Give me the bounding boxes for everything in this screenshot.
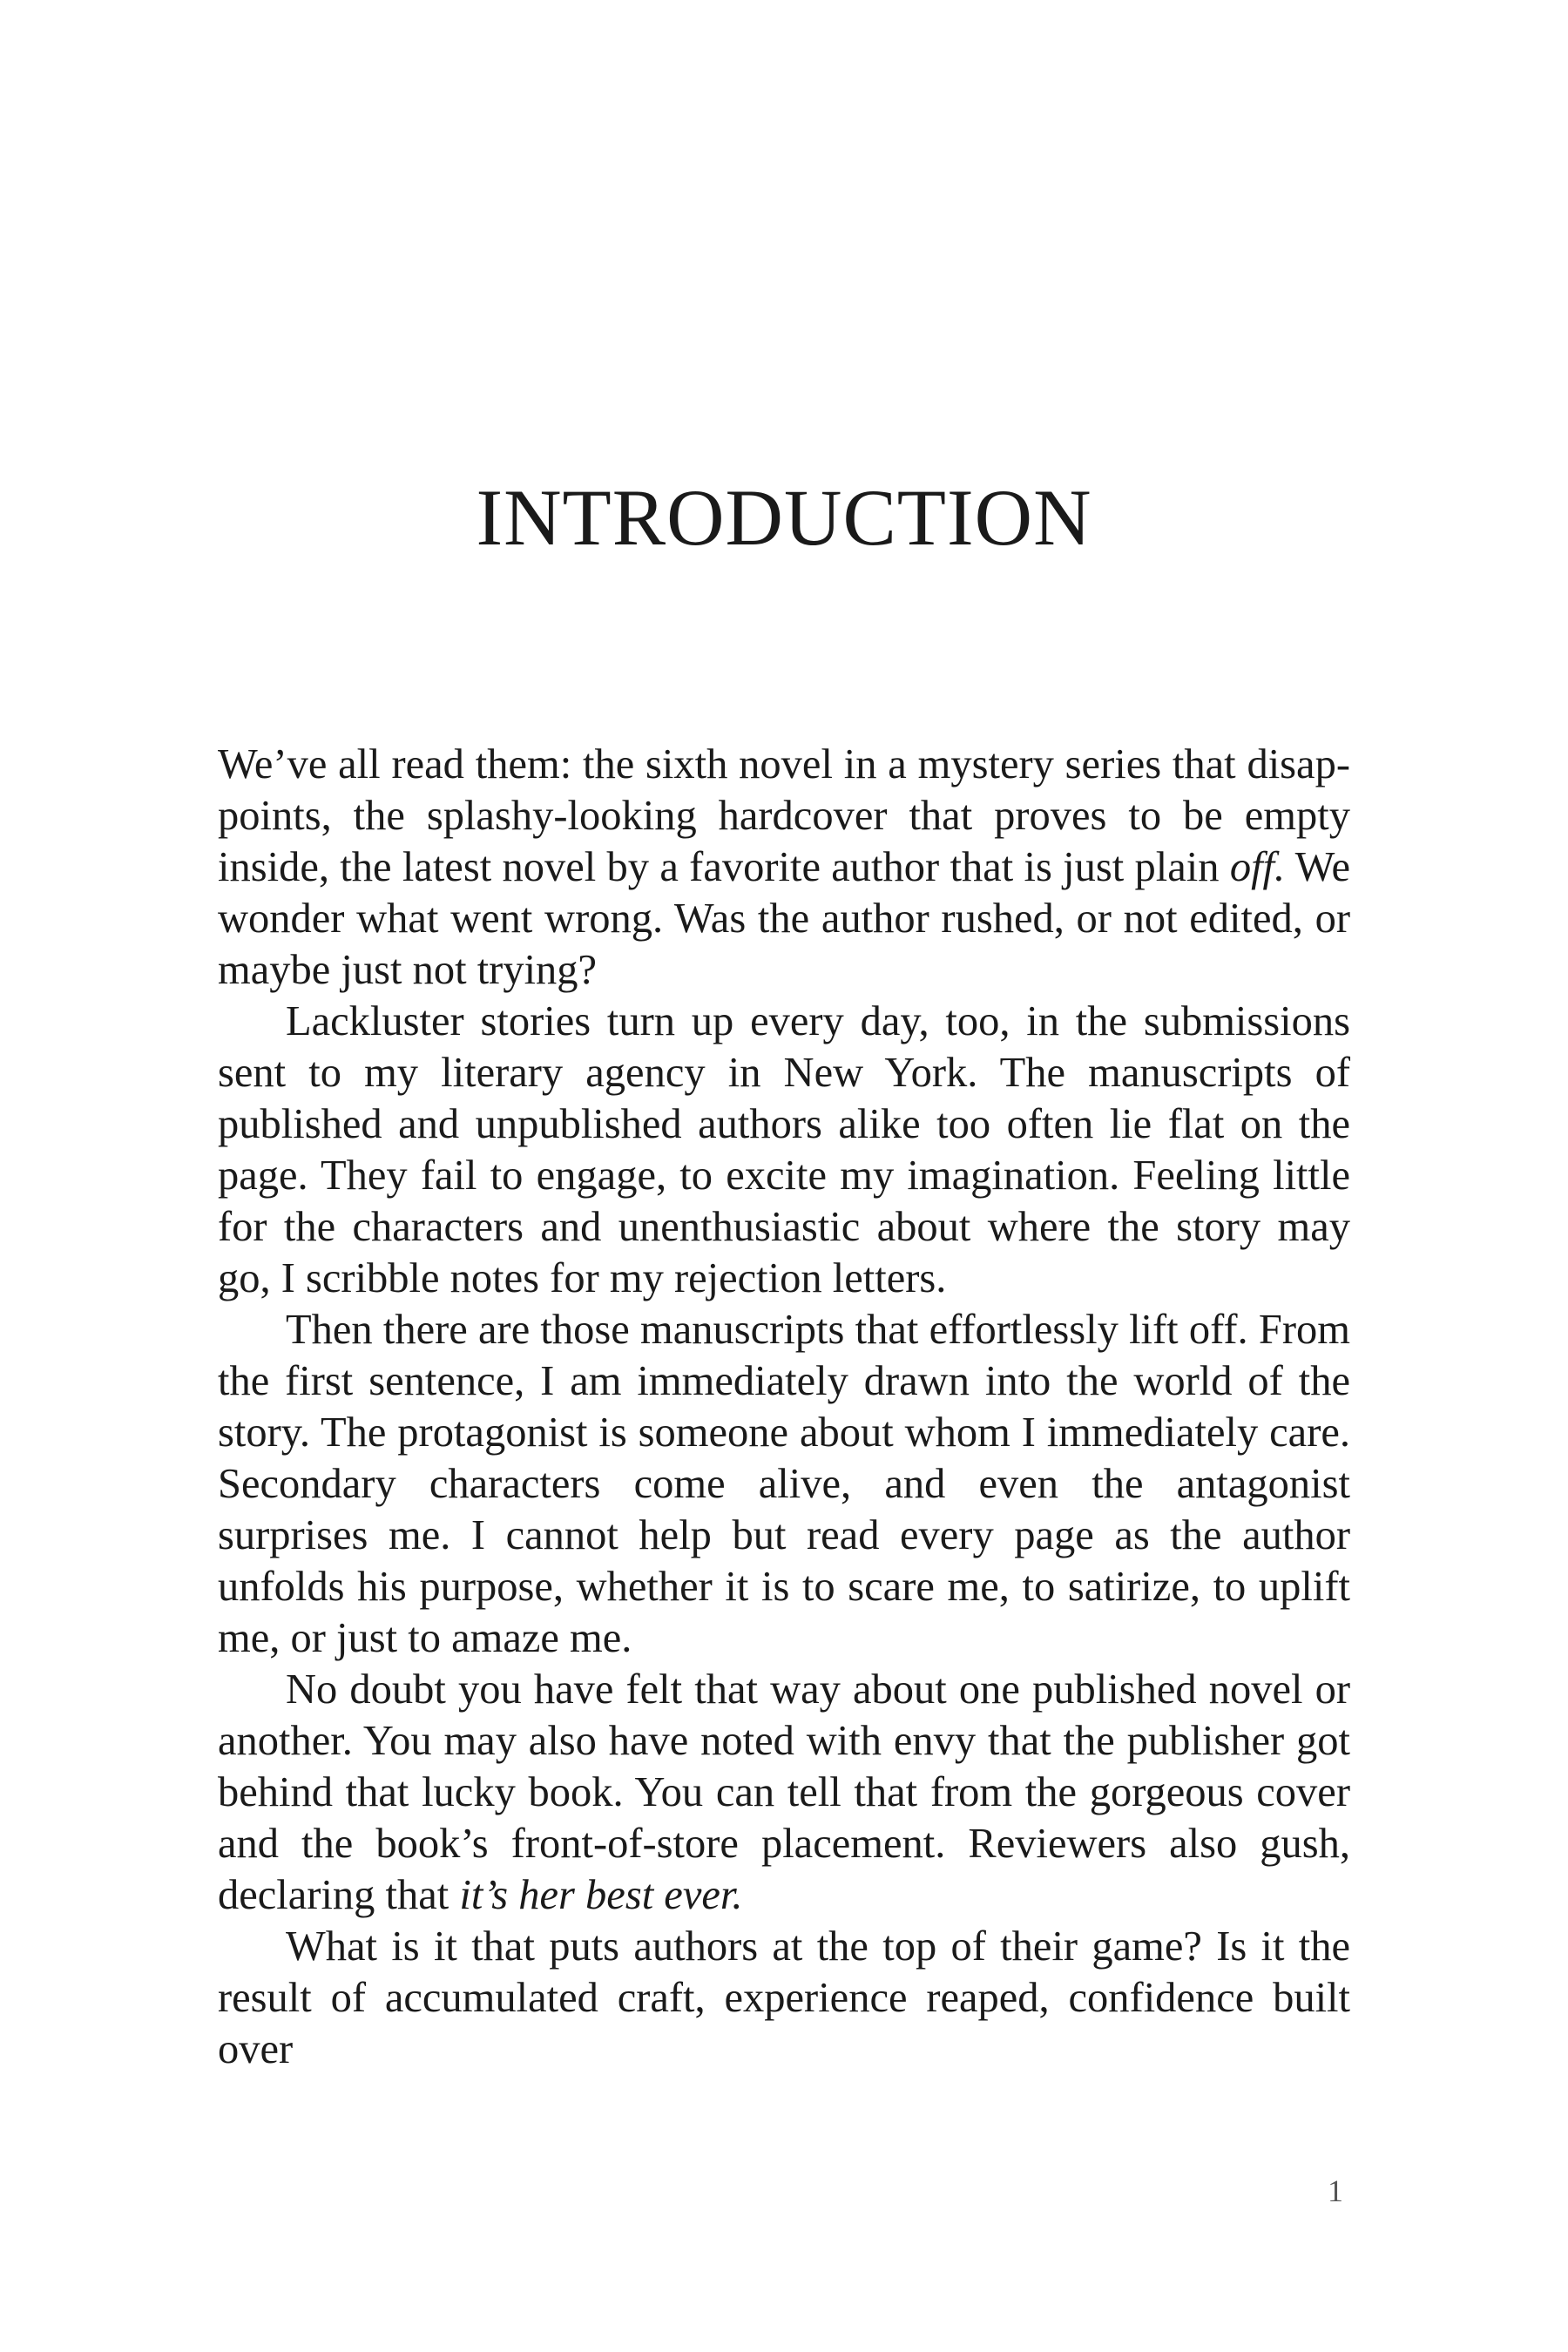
- chapter-title: INTRODUCTION: [476, 473, 1092, 562]
- paragraph-3: Then there are those manuscripts that effortlessly lift off. From the first sentence, I am immediately drawn into the world of the story. The protagonist is someone about whom I immediately care. Secondary characters come alive, and even the antagonist surprises me. I cannot help but read every page as the author unfolds his purpose, whether it is to scare me, to satirize, to uplift me, or just to amaze me.: [218, 1307, 1350, 1661]
- paragraph-1: [218, 739, 1350, 996]
- paragraph-1-emphasis: off.: [1229, 844, 1286, 890]
- paragraph-4-text: No doubt you have felt that way about one published novel or another. You may also have noted with envy that the publisher got behind that lucky book. You can tell that from the gorgeous cover and the book’s front-of-store placement. Reviewers also gush, declaring that: [218, 1666, 1350, 1918]
- paragraph-5: What is it that puts authors at the top of their game? Is it the result of accumulated craft, experience reaped, confidence built over: [218, 1923, 1350, 2072]
- paragraph-2: Lackluster stories turn up every day, too, in the submissions sent to my literary agency in New York. The manuscripts of published and unpublished authors alike too often lie flat on the page. They fail to engage, to excite my imagination. Feeling little for the characters and unenthusiastic about where the story may go, I scribble notes for my rejection letters.: [218, 998, 1350, 1301]
- paragraph-4-emphasis: it’s her best ever.: [459, 1872, 743, 1918]
- page-number: 1: [1328, 2173, 1343, 2208]
- body-text: [218, 739, 1350, 2075]
- paragraph-1-text-a: We’ve all read them: the sixth novel in a mystery series that disappoints, the splashy-looking hardcover that proves to be empty inside, the latest novel by a favorite author that is just plain: [218, 741, 1350, 890]
- paragraph-4: [218, 1664, 1350, 1921]
- paragraph-1-text-b: We wonder what went wrong. Was the author rushed, or not edited, or maybe just not trying?: [218, 844, 1350, 993]
